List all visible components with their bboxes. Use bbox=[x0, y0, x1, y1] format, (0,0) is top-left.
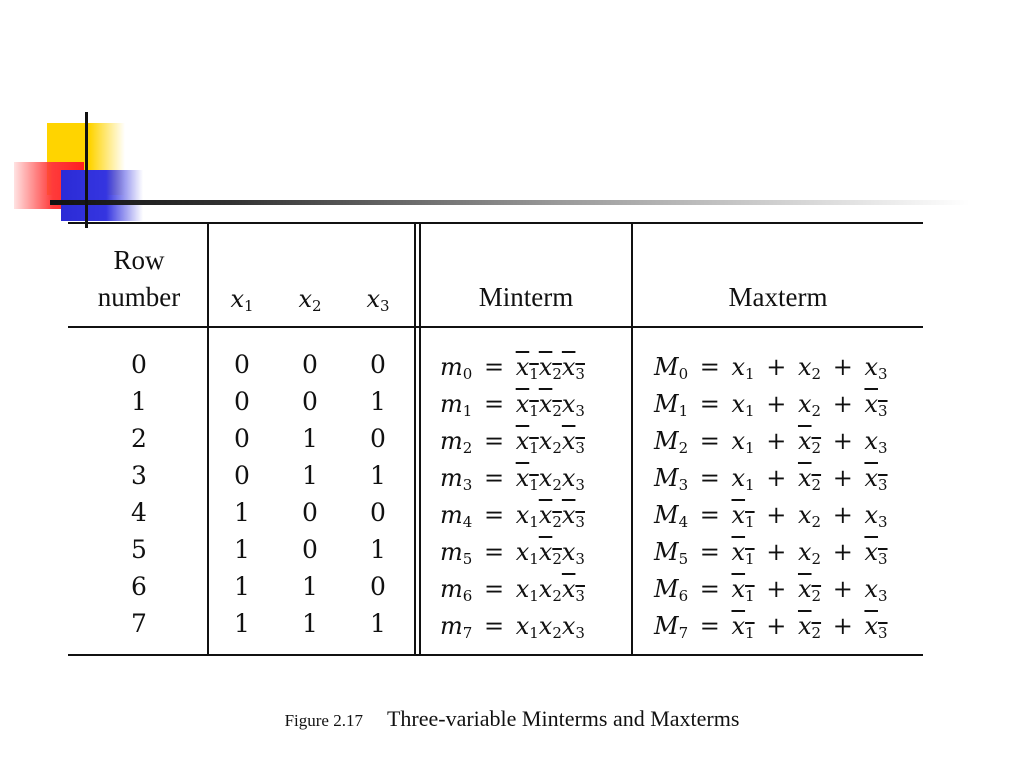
x2-value: 1 bbox=[302, 424, 318, 453]
minterm-expression: $m_2 = x_1x_2x_3$ bbox=[440, 427, 585, 457]
minterm-expression: $m_1 = x_1x_2x_3$ bbox=[440, 390, 585, 420]
table-header-rule bbox=[68, 326, 923, 328]
minterm-expression: $m_4 = x_1x_2x_3$ bbox=[440, 501, 585, 531]
x3-value: 0 bbox=[370, 572, 386, 601]
x3-value: 1 bbox=[370, 609, 386, 638]
x1-value: 1 bbox=[234, 572, 250, 601]
x3-value: 1 bbox=[370, 461, 386, 490]
maxterm-expression: $M_7 = x_1 + x_2 + x_3$ bbox=[654, 612, 888, 642]
x2-value: 1 bbox=[302, 461, 318, 490]
title-underline-decoration bbox=[50, 200, 970, 205]
x2-value: 1 bbox=[302, 609, 318, 638]
header-maxterm: Maxterm bbox=[728, 282, 828, 312]
x1-value: 1 bbox=[234, 535, 250, 564]
maxterm-expression: $M_4 = x_1 + x_2 + x_3$ bbox=[654, 501, 888, 531]
x1-value: 1 bbox=[234, 609, 250, 638]
x2-value: 0 bbox=[302, 350, 318, 379]
maxterm-expression: $M_6 = x_1 + x_2 + x_3$ bbox=[654, 575, 888, 605]
x3-value: 0 bbox=[370, 498, 386, 527]
x2-value: 0 bbox=[302, 535, 318, 564]
x3-value: 1 bbox=[370, 387, 386, 416]
row-number: 5 bbox=[131, 535, 147, 564]
x2-value: 1 bbox=[302, 572, 318, 601]
maxterm-expression: $M_5 = x_1 + x_2 + x_3$ bbox=[654, 538, 888, 568]
header-row-number-line1: Row bbox=[113, 245, 165, 275]
x1-value: 1 bbox=[234, 498, 250, 527]
vertical-line-decoration bbox=[85, 112, 88, 228]
blue-square-decoration bbox=[61, 170, 143, 221]
row-number: 0 bbox=[131, 350, 147, 379]
x2-value: 0 bbox=[302, 387, 318, 416]
x1-value: 0 bbox=[234, 424, 250, 453]
row-number: 6 bbox=[131, 572, 147, 601]
table-divider-double-a bbox=[414, 222, 416, 656]
maxterm-expression: $M_2 = x_1 + x_2 + x_3$ bbox=[654, 427, 888, 457]
minterm-expression: $m_0 = x_1x_2x_3$ bbox=[440, 353, 585, 383]
x3-value: 0 bbox=[370, 350, 386, 379]
row-number: 2 bbox=[131, 424, 147, 453]
figure-label: Figure 2.17 bbox=[284, 711, 363, 730]
row-number: 7 bbox=[131, 609, 147, 638]
row-number: 3 bbox=[131, 461, 147, 490]
minterm-expression: $m_5 = x_1x_2x_3$ bbox=[440, 538, 585, 568]
x1-value: 0 bbox=[234, 461, 250, 490]
minterm-expression: $m_3 = x_1x_2x_3$ bbox=[440, 464, 585, 494]
maxterm-expression: $M_1 = x_1 + x_2 + x_3$ bbox=[654, 390, 888, 420]
maxterm-expression: $M_3 = x_1 + x_2 + x_3$ bbox=[654, 464, 888, 494]
header-row-number-line2: number bbox=[97, 282, 181, 312]
table-bottom-rule bbox=[68, 654, 923, 656]
header-x2: $x_2$ bbox=[298, 285, 322, 315]
minterm-expression: $m_7 = x_1x_2x_3$ bbox=[440, 612, 585, 642]
header-x1: $x_1$ bbox=[230, 285, 254, 315]
x1-value: 0 bbox=[234, 387, 250, 416]
header-x3: $x_3$ bbox=[366, 285, 390, 315]
x1-value: 0 bbox=[234, 350, 250, 379]
header-minterm: Minterm bbox=[478, 282, 574, 312]
x2-value: 0 bbox=[302, 498, 318, 527]
row-number: 1 bbox=[131, 387, 147, 416]
x3-value: 1 bbox=[370, 535, 386, 564]
table-top-rule bbox=[68, 222, 923, 224]
figure-caption-text: Three-variable Minterms and Maxterms bbox=[386, 706, 740, 731]
figure-caption bbox=[0, 706, 1024, 732]
maxterm-expression: $M_0 = x_1 + x_2 + x_3$ bbox=[654, 353, 888, 383]
x3-value: 0 bbox=[370, 424, 386, 453]
row-number: 4 bbox=[131, 498, 147, 527]
minterm-expression: $m_6 = x_1x_2x_3$ bbox=[440, 575, 585, 605]
